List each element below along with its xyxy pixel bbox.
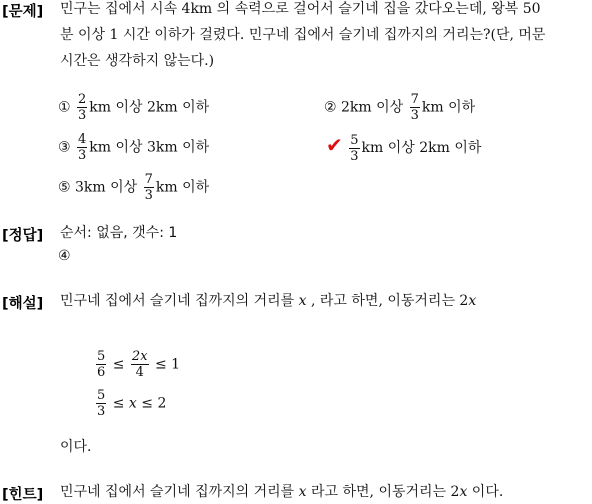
solution-line-1: 민구네 집에서 슬기네 집까지의 거리를 x , 라고 하면, 이동거리는 2x — [60, 293, 477, 309]
problem-line-3: 시간은 생각하지 않는다.) — [60, 53, 215, 69]
choice-2-fraction: $\frac{7}{3}$ — [410, 92, 419, 123]
solution-closing: 이다. — [60, 439, 92, 455]
choice-3-fraction: $\frac{4}{3}$ — [78, 132, 87, 163]
choice-1-text: km 이상 2km 이하 — [89, 99, 210, 116]
choice-2-text: km 이하 — [421, 99, 476, 116]
choice-1-fraction: $\frac{2}{3}$ — [78, 92, 87, 123]
inequality-2: $\frac{5}{3}$ ≤ x ≤ 2 — [97, 388, 167, 419]
hint-tag: [힌트] — [2, 487, 44, 503]
choice-3-text: km 이상 3km 이하 — [89, 139, 210, 156]
solution-tag: [해설] — [2, 296, 44, 312]
choice-2[interactable] — [324, 93, 475, 122]
answer-tag: [정답] — [2, 228, 44, 244]
hint-text: 민구네 집에서 슬기네 집까지의 거리를 x 라고 하면, 이동거리는 2x 이다. — [60, 484, 504, 500]
choice-5-fraction: $\frac{7}{3}$ — [144, 172, 153, 203]
choice-5-text: km 이하 — [155, 179, 210, 196]
problem-tag: [문제] — [2, 4, 44, 20]
choice-4-text: km 이상 2km 이하 — [361, 140, 482, 156]
choice-1-marker: ① — [58, 99, 71, 116]
choice-3-marker: ③ — [58, 139, 71, 156]
choice-3[interactable] — [58, 133, 209, 162]
choice-5-marker: ⑤ — [58, 179, 71, 196]
choice-5[interactable] — [58, 173, 209, 202]
answer-line-1: 순서: 없음, 갯수: 1 — [60, 225, 178, 241]
choice-4[interactable] — [326, 133, 481, 163]
choice-2-pre: 2km 이상 — [341, 99, 404, 116]
inequality-1: $\frac{5}{6}$ ≤ $\frac{2x}{4}$ ≤ 1 — [97, 349, 181, 380]
checkmark-icon: ✔ — [326, 133, 343, 157]
answer-value: ④ — [58, 248, 71, 264]
choice-1[interactable] — [58, 93, 209, 122]
problem-line-2: 분 이상 1 시간 이하가 걸렸다. 민구네 집에서 슬기네 집까지의 거리는?(단, 머문 — [60, 27, 546, 43]
choice-2-marker: ② — [324, 99, 337, 116]
problem-line-1: 민구는 집에서 시속 4km 의 속력으로 걸어서 슬기네 집을 갔다오는데, 왕복 50 — [60, 1, 541, 17]
choice-4-fraction: $\frac{5}{3}$ — [350, 132, 359, 164]
choice-5-pre: 3km 이상 — [75, 179, 138, 196]
